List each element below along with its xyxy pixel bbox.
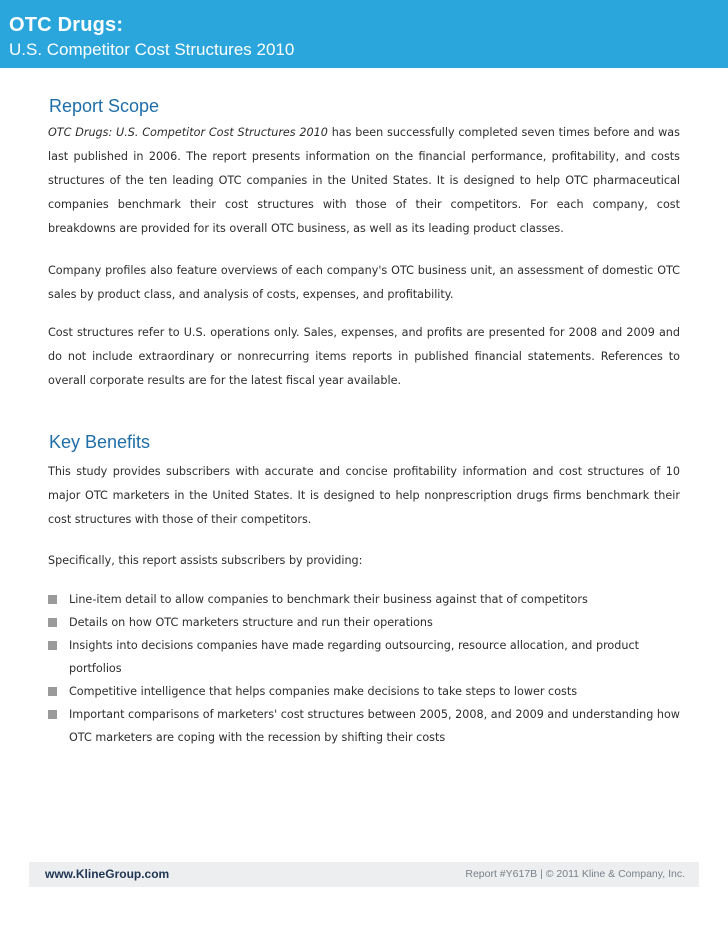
list-item-text: Insights into decisions companies have made regarding outsourcing, resource allocation, and product portfolios xyxy=(69,639,639,675)
footer-bar xyxy=(29,862,699,887)
report-scope-paragraph-3: Cost structures refer to U.S. operations only. Sales, expenses, and profits are presented for 2008 and 2009 and do not include extraordinary or nonrecurring items reports in published financial statements. References to overall corporate results are for the latest fiscal year available. xyxy=(48,326,680,387)
square-bullet-icon xyxy=(48,618,57,627)
report-scope-paragraph-2: Company profiles also feature overviews of each company's OTC business unit, an assessment of domestic OTC sales by product class, and analysis of costs, expenses, and profitability. xyxy=(48,264,680,301)
report-copyright: Report #Y617B | © 2011 Kline & Company, Inc. xyxy=(465,868,685,880)
list-item xyxy=(48,703,688,749)
document-subtitle: U.S. Competitor Cost Structures 2010 xyxy=(9,40,295,59)
benefits-list xyxy=(48,588,688,749)
list-item xyxy=(48,611,688,634)
list-item xyxy=(48,634,688,680)
list-item-text: Important comparisons of marketers' cost structures between 2005, 2008, and 2009 and understanding how OTC marketers are coping with the recession by shifting their costs xyxy=(69,708,680,744)
list-item-text: Details on how OTC marketers structure and run their operations xyxy=(69,616,433,629)
key-benefits-paragraph-2: Specifically, this report assists subscribers by providing: xyxy=(48,554,363,567)
list-item xyxy=(48,588,688,611)
square-bullet-icon xyxy=(48,641,57,650)
document-title: OTC Drugs: xyxy=(9,14,124,36)
website-link[interactable]: www.KlineGroup.com xyxy=(45,867,170,881)
key-benefits-paragraph-1: This study provides subscribers with accurate and concise profitability information and cost structures of 10 major OTC marketers in the United States. It is designed to help nonprescription drugs firms benchmark their cost structures with those of their competitors. xyxy=(48,465,680,526)
report-scope-paragraph-1-text: has been successfully completed seven times before and was last published in 2006. The report presents information on the financial performance, profitability, and costs structures of the ten leading OTC companies in the United States. It is designed to help OTC pharmaceutical companies benchmark their cost structures with those of their competitors. For each company, cost breakdowns are provided for its overall OTC business, as well as its leading product classes. xyxy=(48,126,680,235)
square-bullet-icon xyxy=(48,687,57,696)
square-bullet-icon xyxy=(48,710,57,719)
header-banner xyxy=(0,0,728,68)
list-item-text: Line-item detail to allow companies to benchmark their business against that of competitors xyxy=(69,593,588,606)
report-scope-paragraph-1 xyxy=(48,121,680,241)
list-item xyxy=(48,680,688,703)
square-bullet-icon xyxy=(48,595,57,604)
key-benefits-heading: Key Benefits xyxy=(49,432,151,452)
report-title-italic: OTC Drugs: U.S. Competitor Cost Structures 2010 xyxy=(48,126,328,139)
report-scope-heading: Report Scope xyxy=(49,96,160,116)
list-item-text: Competitive intelligence that helps companies make decisions to take steps to lower costs xyxy=(69,685,578,698)
